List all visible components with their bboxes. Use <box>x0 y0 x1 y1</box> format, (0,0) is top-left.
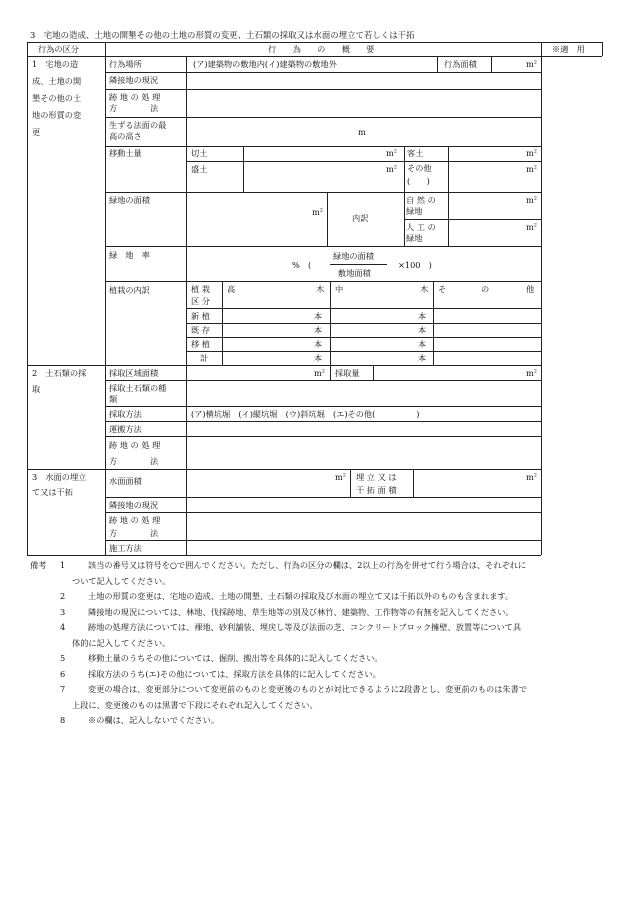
other-char-3: 他 <box>526 284 535 294</box>
note-number: 8 <box>60 715 66 725</box>
note-text-cont: 上段に、変更後のものは黒書で下段にそれぞれ記入してください。 <box>72 699 318 710</box>
cut-unit: $m^2$ <box>386 148 397 158</box>
natural-unit: $m^2$ <box>526 195 537 205</box>
section2-label-line2: 取 <box>32 384 41 394</box>
reclaim-unit: $m^2$ <box>526 472 537 482</box>
section2-remains-line1: 跡 地 の 処 理 <box>109 440 161 450</box>
mid-label: 中 <box>335 284 344 294</box>
note-text: ※の欄は、記入しないでください。 <box>88 715 220 725</box>
construction-label: 施工方法 <box>109 543 142 553</box>
note-number: 6 <box>60 668 66 679</box>
artificial-label-line1: 人 工 の <box>406 222 436 232</box>
note-text: 隣接地の現況については、林地、伐採跡地、草生地等の別及び林竹、建築物、工作物等の有無を記入してください。 <box>88 606 514 617</box>
area-unit: $m^2$ <box>526 59 537 69</box>
fill-unit: $m^2$ <box>386 164 397 174</box>
remains-label-line1: 跡 地 の 処 理 <box>109 92 161 102</box>
reclaim-label-line2: 干 拓 面 積 <box>356 485 397 495</box>
note-item <box>30 620 620 651</box>
water-area-label: 水面面積 <box>109 476 142 486</box>
rate-numerator: 緑地の面積 <box>333 251 374 261</box>
mid-tree-label: 木 <box>420 284 429 294</box>
row-new-unit-2: 本 <box>418 311 427 321</box>
row-total-label: 計 <box>200 353 209 363</box>
green-area-unit: $m^2$ <box>312 207 323 217</box>
note-item <box>30 667 620 683</box>
row-transplant-unit-1: 本 <box>314 339 323 349</box>
section1-label-line1: 1 宅地の造 <box>32 59 79 69</box>
note-text: 変更の場合は、変更部分について変更前のものと変更後のものとが対比できるように2段書とし、変更前のものは朱書で <box>88 684 527 694</box>
row-existing-unit-2: 本 <box>418 325 427 335</box>
natural-label-line1: 自 然 の <box>406 195 436 205</box>
adjacent-label: 隣接地の現況 <box>109 75 159 85</box>
row-new-label: 新 植 <box>191 311 210 321</box>
note-number: 3 <box>60 606 66 617</box>
note-text: 跡地の処理方法については、裸地、砂利舗装、埋戻し等及び法面の芝、コンクリートブロック擁壁、放置等について具 <box>88 622 522 632</box>
note-number: 4 <box>60 622 66 632</box>
reclaim-label-line1: 埋 立 又 は <box>356 472 397 482</box>
section1-label-line4: 地の形質の変 <box>32 110 82 120</box>
row-new-unit-1: 本 <box>314 311 323 321</box>
extraction-area-unit: $m^2$ <box>314 368 325 378</box>
guest-label: 客土 <box>407 148 424 158</box>
header-category: 行為の区分 <box>38 44 79 54</box>
planting-label: 植栽の内訳 <box>109 285 150 295</box>
rate-denominator: 敷地面積 <box>338 268 371 278</box>
row-existing-label: 既 存 <box>191 325 210 335</box>
guest-unit: $m^2$ <box>526 148 537 158</box>
row-total-unit-1: 本 <box>314 353 323 363</box>
header-overview: 行 為 の 概 要 <box>268 44 375 54</box>
note-item <box>30 651 620 667</box>
note-text: 土地の形質の変更は、宅地の造成、土地の開墾、土石類の採取及び水面の埋立て又は干拓以外のものも含まれます。 <box>88 591 514 601</box>
extraction-area-label: 採取区域面積 <box>109 368 159 378</box>
other-label-line2: ( ) <box>407 176 430 186</box>
natural-label-line2: 緑地 <box>406 206 423 216</box>
kind-label-line2: 類 <box>109 394 118 404</box>
section2-remains-line2: 方 法 <box>109 456 159 466</box>
note-item <box>30 605 620 621</box>
note-number: 1 <box>60 560 66 570</box>
remains-label-line2: 方 法 <box>109 103 159 113</box>
tall-label: 高 <box>227 284 236 294</box>
row-transplant-unit-2: 本 <box>418 339 427 349</box>
green-rate-label: 緑 地 率 <box>109 250 150 260</box>
section2-label-line1: 2 土石類の採 <box>32 368 87 378</box>
tall-tree-label: 木 <box>316 284 325 294</box>
method-value: (ア)横坑堀 (イ)縦坑堀 (ウ)斜坑堀 (エ)その他( ) <box>191 409 420 419</box>
form-title: 3 宅地の造成、土地の開墾その他の土地の形質の変更、土石類の採取又は水面の埋立て若しくは干拓 <box>30 30 415 40</box>
extraction-amount-label: 採取量 <box>335 368 360 378</box>
other-char-1: そ <box>438 284 447 294</box>
note-text: 該当の番号又は符号を○で囲んでください。ただし、行為の区分の欄は、2以上の行為を併せて行う場合は、それぞれに <box>88 560 527 570</box>
notes-label: 備考 <box>30 560 47 570</box>
site-label: 行為場所 <box>109 59 142 69</box>
other-unit: $m^2$ <box>526 164 537 174</box>
slope-label-line1: 生ずる法面の最 <box>109 120 167 130</box>
section3-remains-line1: 跡 地 の 処 理 <box>109 515 161 525</box>
note-text-cont: 体的に記入してください。 <box>72 637 171 648</box>
extraction-amount-unit: $m^2$ <box>526 368 537 378</box>
area-label: 行為面積 <box>444 59 477 69</box>
note-text-cont: ついて記入してください。 <box>72 575 171 586</box>
fraction-bar <box>330 264 387 265</box>
note-number: 2 <box>60 591 66 601</box>
fill-label: 盛土 <box>191 164 208 174</box>
water-area-unit: $m^2$ <box>335 472 346 482</box>
note-item <box>30 682 620 713</box>
transport-label: 運搬方法 <box>109 424 142 434</box>
other-label-line1: その他 <box>407 163 432 173</box>
row-total-unit-2: 本 <box>418 353 427 363</box>
section1-label-line3: 墾その他の土 <box>32 93 82 103</box>
rate-percent: % ( <box>292 260 312 270</box>
slope-label-line2: 高の高さ <box>109 131 142 141</box>
notes-section <box>30 558 620 729</box>
breakdown-label: 内訳 <box>352 213 369 223</box>
section3-remains-line2: 方 法 <box>109 528 159 538</box>
site-value: (ア)建築物の敷地内(イ)建築物の敷地外 <box>193 59 337 69</box>
section3-adjacent-label: 隣接地の現況 <box>109 500 159 510</box>
note-text: 採取方法のうち(エ)その他については、採取方法を具体的に記入してください。 <box>88 668 381 679</box>
section1-label-line5: 更 <box>32 127 41 137</box>
section3-label-line2: て又は干拓 <box>32 487 73 497</box>
row-existing-unit-1: 本 <box>314 325 323 335</box>
note-text: 移動土量のうちその他については、掘削、搬出等を具体的に記入してください。 <box>88 653 383 663</box>
header-applicable: ※適 用 <box>552 44 585 54</box>
section1-label-line2: 成、土地の開 <box>32 76 82 86</box>
cut-label: 切土 <box>191 148 208 158</box>
section3-label-line1: 3 水面の埋立 <box>32 472 87 482</box>
method-label: 採取方法 <box>109 409 142 419</box>
note-item <box>30 558 620 589</box>
artificial-label-line2: 緑地 <box>406 233 423 243</box>
kind-label-line1: 採取土石類の種 <box>109 383 167 393</box>
note-number: 7 <box>60 684 66 694</box>
artificial-unit: $m^2$ <box>526 222 537 232</box>
plant-category-line2: 区 分 <box>191 296 210 306</box>
note-item <box>30 713 620 729</box>
soil-label: 移動土量 <box>109 148 142 158</box>
green-area-label: 緑地の面積 <box>109 195 150 205</box>
note-item <box>30 589 620 605</box>
row-transplant-label: 移 植 <box>191 339 210 349</box>
plant-category-line1: 植 栽 <box>191 284 210 294</box>
note-number: 5 <box>60 653 66 663</box>
rate-multiplier: ×100 ) <box>398 260 432 270</box>
slope-unit: m <box>358 127 366 137</box>
other-char-2: の <box>481 284 490 294</box>
